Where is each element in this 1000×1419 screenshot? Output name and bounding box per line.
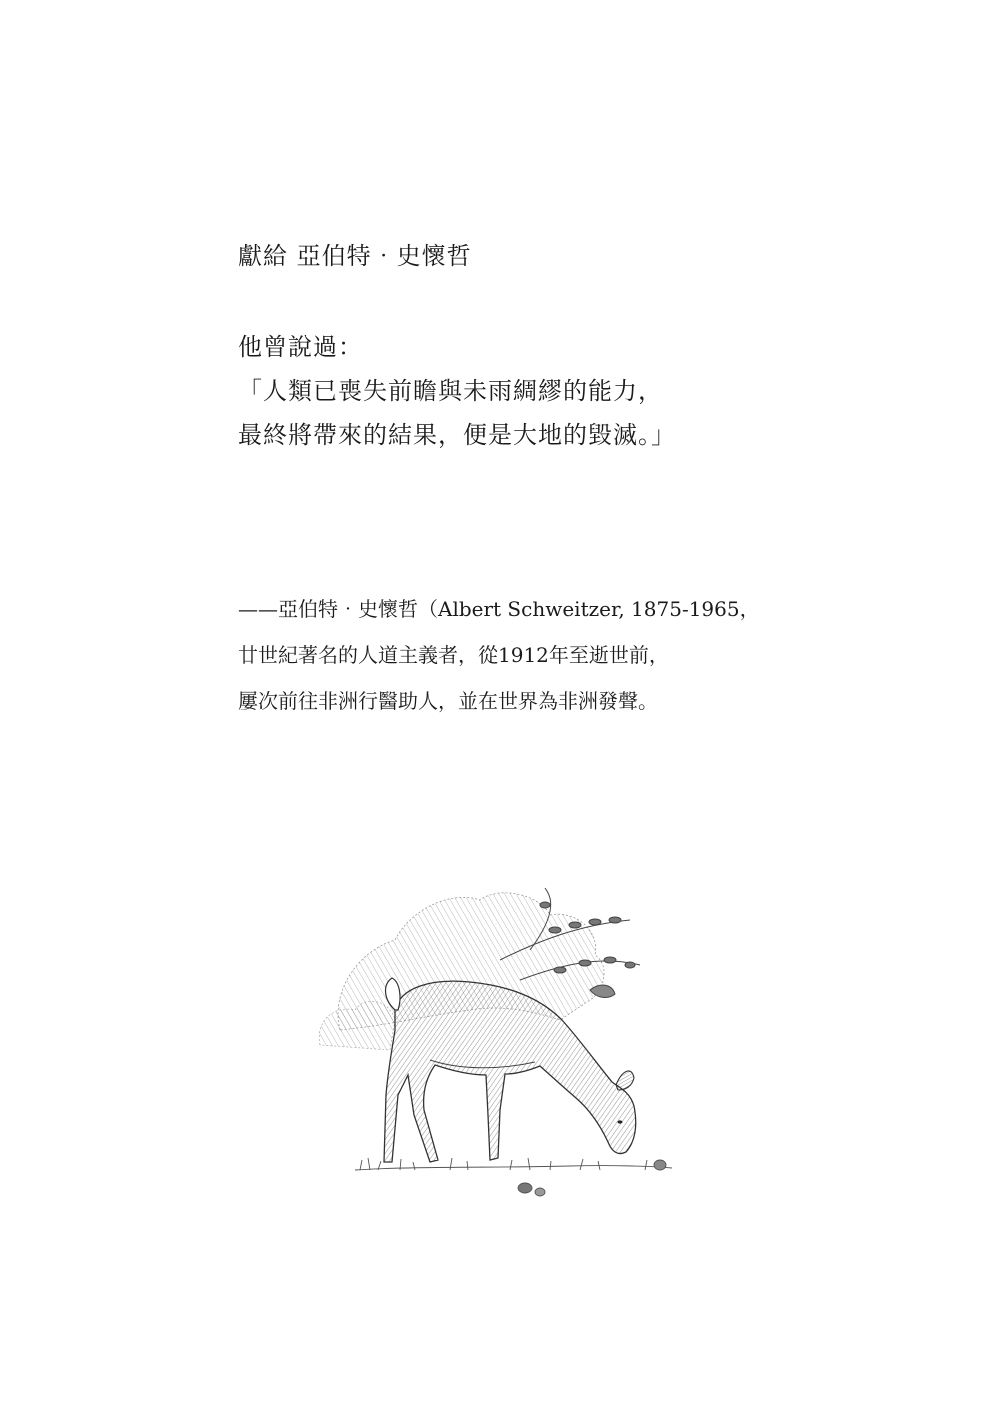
ground	[355, 1158, 672, 1196]
deer-illustration	[300, 870, 690, 1210]
attribution-block	[238, 592, 760, 730]
quote-line-1: 「人類已喪失前瞻與未雨綢繆的能力，	[238, 377, 663, 405]
quote-block	[238, 325, 676, 457]
attribution-line-3: 屢次前往非洲行醫助人，並在世界為非洲發聲。	[238, 689, 658, 713]
quote-line-2: 最終將帶來的結果，便是大地的毀滅。」	[238, 421, 676, 449]
deer	[384, 978, 636, 1162]
quote-intro: 他曾說過：	[238, 333, 363, 361]
attribution-line-2: 廿世紀著名的人道主義者，從1912年至逝世前，	[238, 643, 669, 667]
attribution-line-1: ——亞伯特‧史懷哲（Albert Schweitzer, 1875-1965，	[238, 597, 760, 621]
dedication-line: 獻給 亞伯特‧史懷哲	[238, 242, 472, 270]
